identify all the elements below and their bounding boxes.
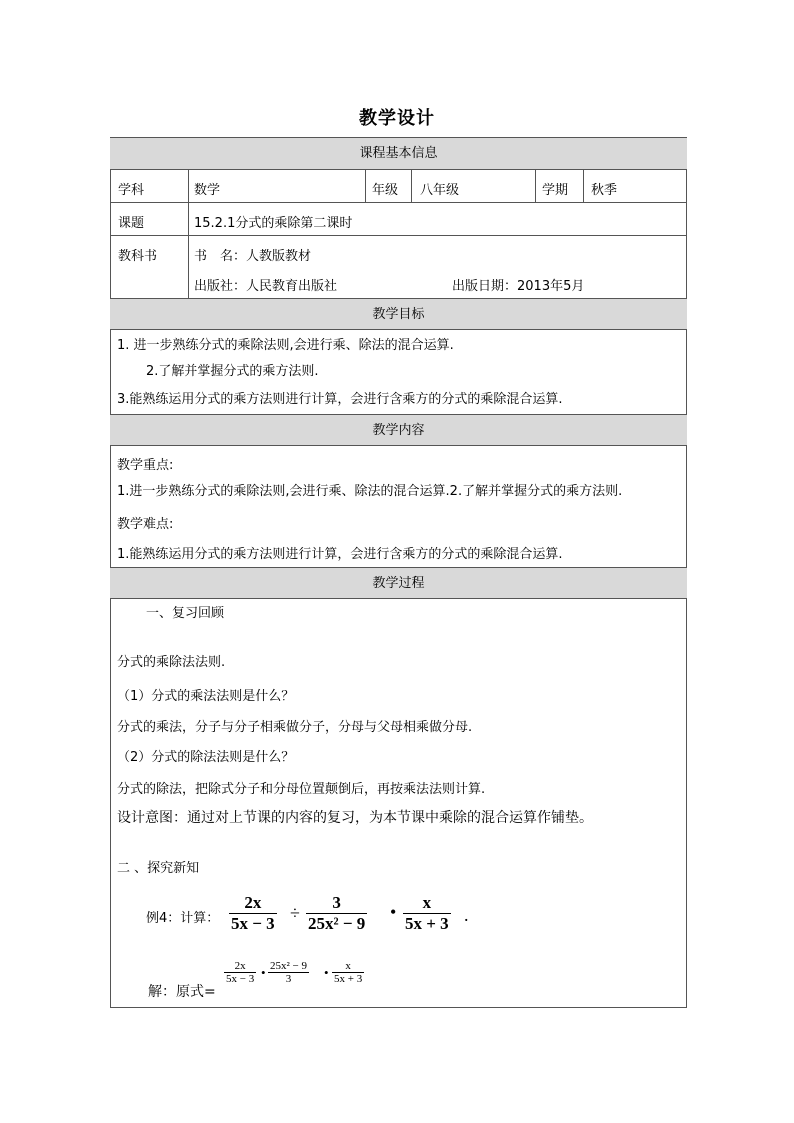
section-header-process: 教学过程 [110, 567, 687, 599]
question-1: （1）分式的乘法法则是什么？ [117, 689, 295, 704]
key-points-text: 1.进一步熟练分式的乘除法则,会进行乘、除法的混合运算.2.了解并掌握分式的乘方法则. [117, 484, 623, 499]
divider [583, 170, 584, 202]
multiply-dot: • [261, 965, 266, 980]
numerator: x [345, 960, 351, 972]
grade-label: 年级 [372, 183, 399, 198]
section-header-basic-info: 课程基本信息 [110, 137, 687, 170]
objective-item: 1. 进一步熟练分式的乘除法则,会进行乘、除法的混合运算. [117, 338, 454, 353]
answer-2: 分式的除法，把除式分子和分母位置颠倒后，再按乘法法则计算. [117, 782, 486, 797]
divider [411, 170, 412, 202]
multiply-dot: • [324, 965, 329, 980]
topic-label: 课题 [118, 216, 145, 231]
multiply-dot: • [390, 902, 397, 922]
topic-value: 15.2.1分式的乘除第二课时 [194, 216, 353, 231]
term-value: 秋季 [591, 183, 618, 198]
subject-value: 数学 [194, 183, 221, 198]
design-intent: 设计意图：通过对上节课的内容的复习，为本节课中乘除的混合运算作铺垫。 [117, 810, 593, 826]
term-label: 学期 [542, 183, 569, 198]
publisher: 出版社：人民教育出版社 [194, 279, 338, 294]
review-heading: 一、复习回顾 [146, 606, 225, 621]
numerator: x [422, 893, 432, 912]
book-name: 书 名：人教版教材 [194, 249, 312, 264]
example-fraction-3 [403, 893, 451, 934]
solution-fraction-2 [268, 960, 309, 985]
numerator: 2x [234, 960, 246, 972]
publish-date: 出版日期：2013年5月 [452, 279, 585, 294]
section-header-content: 教学内容 [110, 414, 687, 446]
objective-item: 3.能熟练运用分式的乘方法则进行计算，会进行含乘方的分式的乘除混合运算. [117, 392, 563, 407]
divider [365, 170, 366, 202]
page-title: 教学设计 [359, 108, 435, 129]
objective-item: 2.了解并掌握分式的乘方法则. [146, 364, 319, 379]
rules-line: 分式的乘除法法则. [117, 655, 226, 670]
section-header-objectives: 教学目标 [110, 298, 687, 330]
denominator: 3 [285, 973, 292, 985]
denominator: 5x − 3 [226, 973, 255, 985]
explore-heading: 二 、探究新知 [117, 861, 200, 876]
numerator: 2x [244, 893, 262, 912]
period: . [464, 905, 469, 925]
subject-label: 学科 [118, 183, 145, 198]
difficult-points-label: 教学难点: [117, 517, 174, 532]
divider [535, 170, 536, 202]
solution-fraction-3 [332, 960, 364, 985]
divider [110, 202, 687, 203]
grade-value: 八年级 [420, 183, 460, 198]
answer-1: 分式的乘法，分子与分子相乘做分子，分母与父母相乘做分母. [117, 720, 473, 735]
textbook-label: 教科书 [118, 249, 158, 264]
divider [110, 235, 687, 236]
numerator: 25x² − 9 [270, 960, 308, 972]
divide-sign: ÷ [290, 903, 300, 923]
denominator: 5x + 3 [334, 973, 363, 985]
key-points-label: 教学重点: [117, 458, 174, 473]
example-fraction-1 [229, 893, 277, 934]
denominator: 5x + 3 [405, 914, 449, 933]
denominator: 25x² − 9 [308, 914, 366, 933]
difficult-points-text: 1.能熟练运用分式的乘方法则进行计算，会进行含乘方的分式的乘除混合运算. [117, 547, 563, 562]
question-2: （2）分式的除法法则是什么？ [117, 750, 295, 765]
example-fraction-2 [306, 893, 367, 934]
example-label: 例4：计算： [146, 911, 220, 926]
denominator: 5x − 3 [231, 914, 275, 933]
numerator: 3 [332, 893, 341, 912]
solution-label: 解：原式= [148, 984, 216, 1000]
solution-fraction-1 [224, 960, 256, 985]
divider [188, 170, 189, 298]
